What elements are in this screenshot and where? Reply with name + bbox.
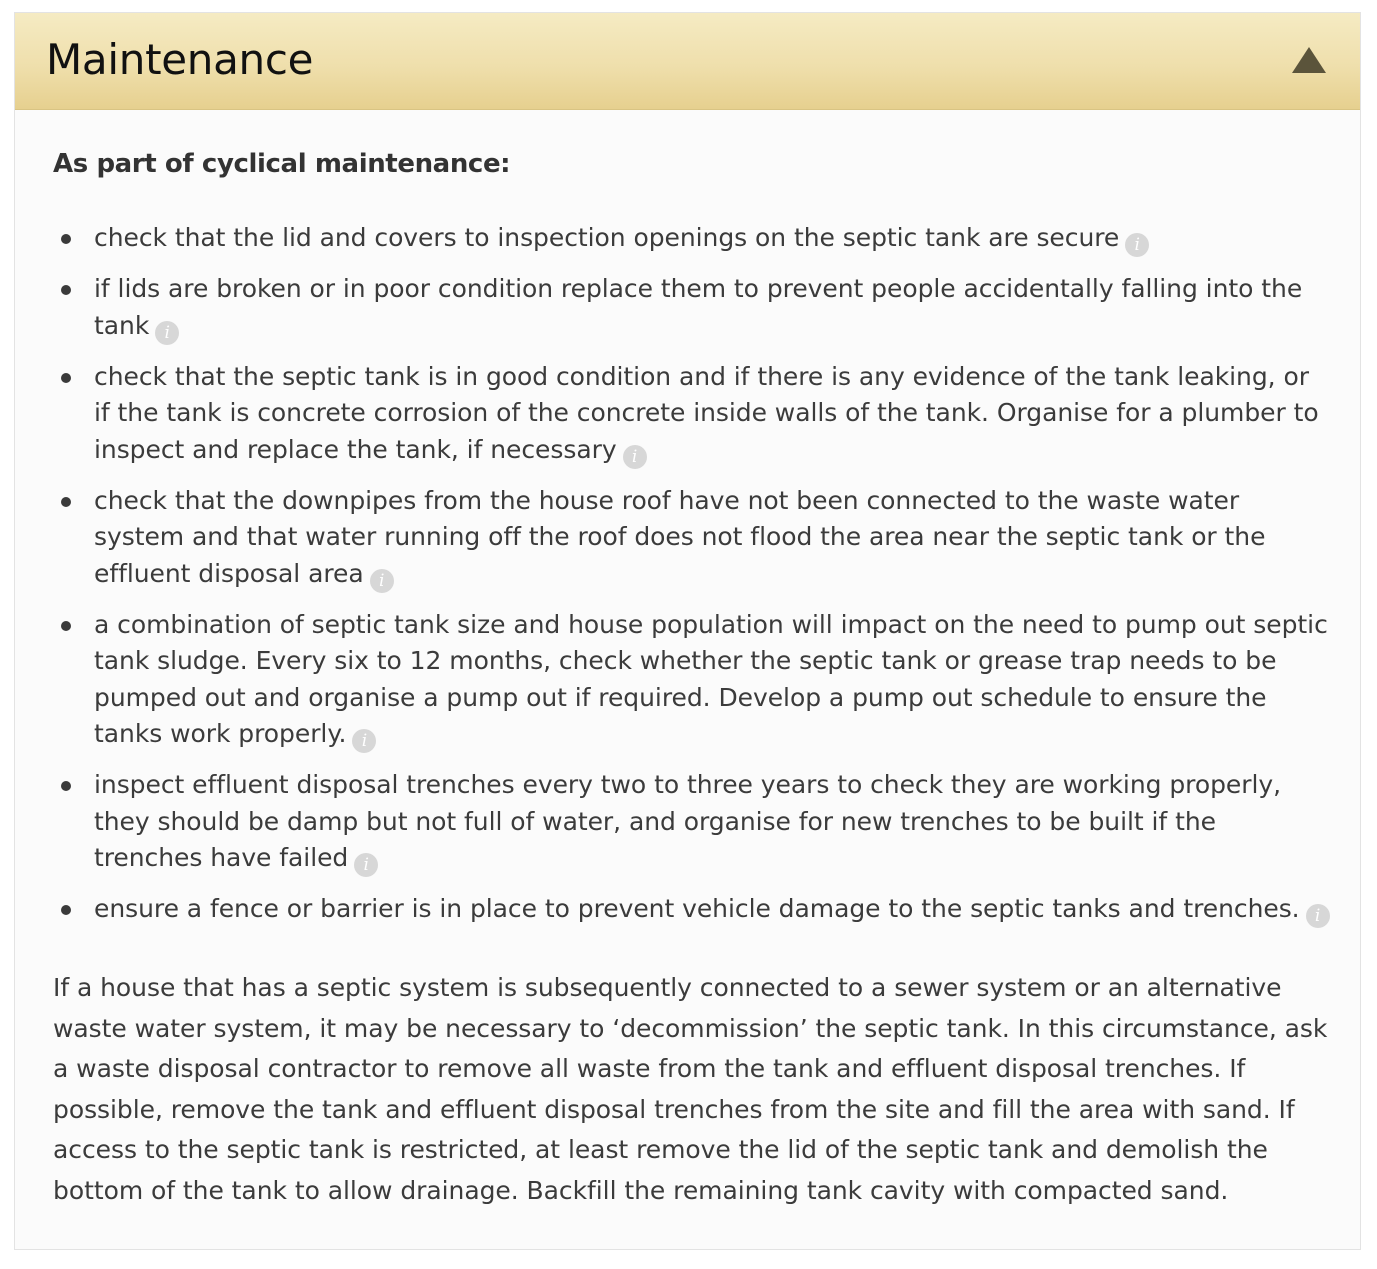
intro-heading: As part of cyclical maintenance:: [53, 149, 511, 179]
info-icon[interactable]: i: [354, 853, 378, 877]
list-item-text: check that the downpipes from the house roof have not been connected to the waste water system and that water running off the roof does not flood the area near the septic tank or the effluent disposal area: [94, 485, 1266, 588]
list-item: [53, 271, 1330, 345]
list-item-text: if lids are broken or in poor condition replace them to prevent people accidentally falling into the tank: [94, 274, 1303, 340]
list-item: [53, 483, 1330, 593]
list-item-text: a combination of septic tank size and house population will impact on the need to pump out septic tank sludge. Every six to 12 months, check whether the septic tank or grease trap needs to be pumped out and organise a pump out if required. Develop a pump out schedule to ensure the tanks work properly.: [94, 609, 1328, 748]
info-icon[interactable]: i: [370, 569, 394, 593]
list-item-text: check that the septic tank is in good condition and if there is any evidence of the tank leaking, or if the tank is concrete corrosion of the concrete inside walls of the tank. Organise for a plumber to inspect and replace the tank, if necessary: [94, 361, 1319, 464]
list-item: [53, 767, 1330, 877]
info-icon[interactable]: i: [155, 321, 179, 345]
info-icon[interactable]: i: [1306, 904, 1330, 928]
list-item-text: inspect effluent disposal trenches every two to three years to check they are working properly, they should be damp but not full of water, and organise for new trenches to be built if the trenches have failed: [94, 770, 1281, 872]
list-item: [53, 359, 1330, 469]
list-item: [53, 891, 1330, 928]
accordion-body: [15, 110, 1360, 1211]
list-item-text: ensure a fence or barrier is in place to prevent vehicle damage to the septic tanks and trenches.: [94, 894, 1300, 923]
triangle-up-icon[interactable]: [1292, 47, 1326, 73]
accordion-title: Maintenance: [46, 35, 314, 84]
accordion-header[interactable]: [15, 13, 1360, 110]
list-item: [53, 220, 1330, 257]
maintenance-accordion-panel: [14, 12, 1361, 1250]
info-icon[interactable]: i: [623, 445, 647, 469]
maintenance-list: [53, 220, 1330, 928]
list-item: [53, 607, 1330, 754]
list-item-text: check that the lid and covers to inspection openings on the septic tank are secure: [94, 223, 1120, 252]
decommission-paragraph: If a house that has a septic system is subsequently connected to a sewer system or an alternative waste water system, it may be necessary to ‘decommission’ the septic tank. In this circumstance, ask a waste disposal contractor to remove all waste from the tank and effluent disposal trenches. If possible, remove the tank and effluent disposal trenches from the site and fill the area with sand. If access to the septic tank is restricted, at least remove the lid of the septic tank and demolish the bottom of the tank to allow drainage. Backfill the remaining tank cavity with compacted sand.: [53, 973, 1328, 1205]
info-icon[interactable]: i: [352, 729, 376, 753]
info-icon[interactable]: i: [1125, 233, 1149, 257]
